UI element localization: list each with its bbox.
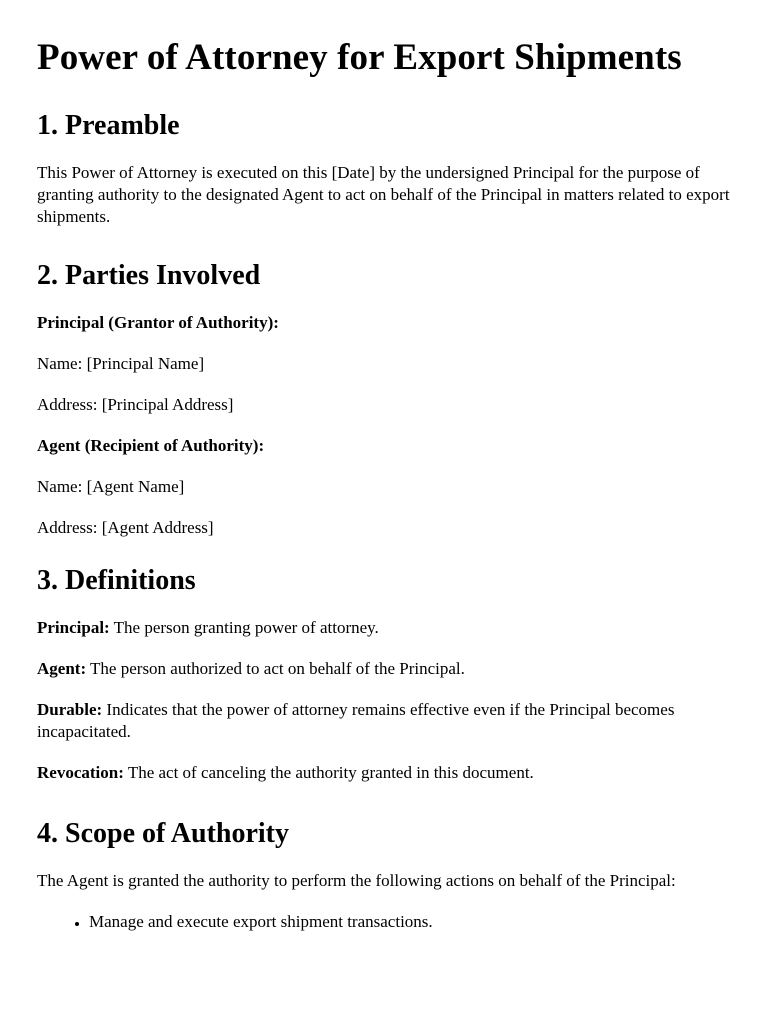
definition-term: Durable: (37, 700, 103, 719)
list-item: • Manage and execute export shipment transactions. (89, 911, 734, 933)
scope-intro: The Agent is granted the authority to perform the following actions on behalf of the Principal: (37, 871, 676, 890)
section-heading-definitions: 3. Definitions (37, 565, 196, 596)
agent-label (37, 435, 734, 457)
definition-item (37, 658, 734, 680)
agent-label-text: Agent (Recipient of Authority): (37, 436, 265, 455)
definition-text: Indicates that the power of attorney remains effective even if the Principal becomes incapacitated. (37, 700, 675, 741)
definition-item (37, 617, 734, 639)
definition-text: The person granting power of attorney. (109, 618, 379, 637)
definition-text: The act of canceling the authority granted in this document. (123, 763, 534, 782)
definition-text: The person authorized to act on behalf of the Principal. (86, 659, 465, 678)
section-heading-preamble: 1. Preamble (37, 110, 180, 141)
agent-address: Address: [Agent Address] (37, 518, 214, 537)
definition-term: Principal: (37, 618, 110, 637)
preamble-text: This Power of Attorney is executed on this [Date] by the undersigned Principal for the purpose of granting authority to the designated Agent to act on behalf of the Principal in matters related to export shipments. (37, 163, 730, 226)
definition-term: Revocation: (37, 763, 124, 782)
section-heading-parties: 2. Parties Involved (37, 260, 261, 291)
definition-item (37, 699, 734, 743)
principal-address: Address: [Principal Address] (37, 395, 234, 414)
definition-item (37, 762, 734, 784)
principal-label-text: Principal (Grantor of Authority): (37, 313, 279, 332)
scope-list (37, 911, 734, 933)
agent-name: Name: [Agent Name] (37, 477, 185, 496)
section-heading-scope: 4. Scope of Authority (37, 818, 289, 849)
definition-term: Agent: (37, 659, 87, 678)
principal-name: Name: [Principal Name] (37, 354, 205, 373)
document-title: Power of Attorney for Export Shipments (37, 37, 682, 78)
principal-label (37, 312, 734, 334)
